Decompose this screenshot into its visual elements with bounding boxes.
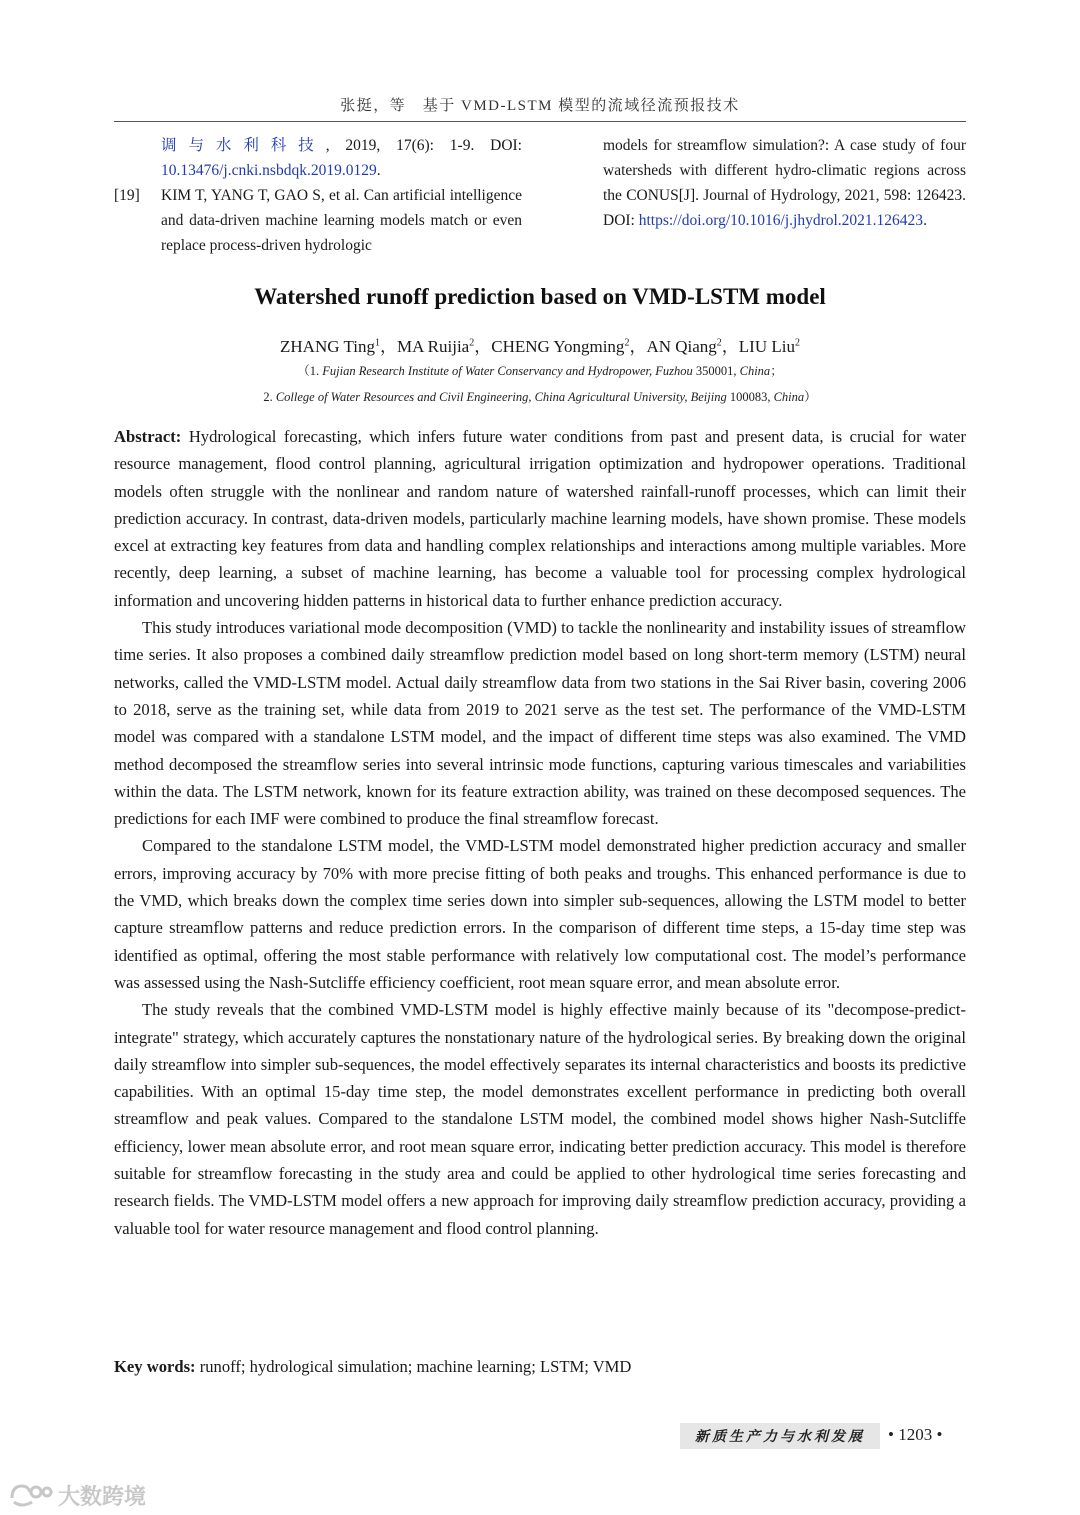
author-name: CHENG Yongming [491, 337, 625, 356]
footer-journal-bar: 新质生产力与水利发展 [680, 1423, 880, 1449]
paper-title: Watershed runoff prediction based on VMD-LSTM model [254, 284, 826, 309]
affiliation-org: Fujian Research Institute of Water Conservancy and Hydropower, Fuzhou [322, 364, 693, 378]
reference-number: [19] [114, 187, 140, 204]
watermark-text: 大数跨境 [58, 1484, 147, 1510]
reference-journal-link[interactable]: 调与水利科技 [161, 137, 326, 154]
header-rule [114, 121, 966, 122]
affiliation-suffix: ； [770, 364, 783, 378]
abstract-section [114, 423, 966, 1242]
author-affiliation-mark: 2 [469, 337, 475, 349]
reference-item [114, 133, 522, 183]
page-number: • 1203 • [888, 1425, 943, 1444]
author-separator: ， [474, 337, 492, 356]
affiliation-postcode: 100083, [726, 390, 774, 404]
author-affiliation-mark: 2 [716, 337, 722, 349]
references-left-column [114, 133, 522, 258]
keywords-text: runoff; hydrological simulation; machine learning; LSTM; VMD [199, 1357, 632, 1376]
reference-text-part: . [923, 212, 927, 229]
affiliation-1 [0, 361, 1080, 379]
reference-item [603, 133, 966, 233]
affiliation-country: China [739, 364, 771, 378]
abstract-paragraph: Compared to the standalone LSTM model, the VMD-LSTM model demonstrated higher prediction accuracy and smaller errors, improving accuracy by 70% with more precise fitting of both peaks and troughs. This enhanced performance is due to the VMD, which breaks down the complex time series down into simpler sub-sequences, allowing the LSTM model to better capture streamflow patterns and reduce prediction errors. In the comparison of different time steps, a 15-day time step was identified as optimal, offering the most stable performance with relatively low computational cost. The model’s performance was assessed using the Nash-Sutcliffe efficiency coefficient, root mean square error, and mean absolute error. [114, 836, 966, 992]
references-right-column [603, 133, 966, 233]
abstract-paragraph: This study introduces variational mode decomposition (VMD) to tackle the nonlinearity and instability issues of streamflow time series. It also proposes a combined daily streamflow prediction model based on long short-term memory (LSTM) neural networks, called the VMD-LSTM model. Actual daily streamflow data from two stations in the Sai River basin, covering 2006 to 2018, serve as the training set, while data from 2019 to 2021 serve as the test set. The performance of the VMD-LSTM model was compared with a standalone LSTM model, and the impact of different time steps was also examined. The VMD method decomposed the streamflow series into several intrinsic mode functions, capturing various timescales and variabilities within the data. The LSTM network, known for its feature extraction ability, was trained on these decomposed sequences. The predictions for each IMF were combined to produce the final streamflow forecast. [114, 618, 966, 829]
affiliation-postcode: 350001, [692, 364, 740, 378]
keywords-label: Key words: [114, 1357, 196, 1376]
author-name: AN Qiang [646, 337, 717, 356]
affiliation-prefix: 2. [263, 390, 276, 404]
reference-text: KIM T, YANG T, GAO S, et al. Can artificial intelligence and data-driven machine learning models match or even replace process-driven hydrologic [161, 187, 522, 254]
affiliation-prefix: （1. [297, 364, 323, 378]
author-affiliation-mark: 2 [624, 337, 630, 349]
author-affiliation-mark: 2 [794, 337, 800, 349]
author-list [0, 332, 1080, 357]
author-name: LIU Liu [738, 337, 795, 356]
reference-text-part: , 2019, 17(6): 1-9. DOI: [325, 137, 522, 154]
abstract-paragraph: The study reveals that the combined VMD-LSTM model is highly effective mainly because of its "decompose-predict-integrate" strategy, which accurately captures the nonstationary nature of the hydrological series. By breaking down the original daily streamflow into simpler sub-sequences, the model effectively separates its internal characteristics and boosts its predictive capabilities. With an optimal 15-day time step, the model demonstrates excellent performance in predicting both overall streamflow and peak values. Compared to the standalone LSTM model, the combined model shows higher Nash-Sutcliffe efficiency, lower mean absolute error, and root mean square error, indicating better prediction accuracy. This model is therefore suitable for streamflow forecasting in the study area and could be applied to other hydrological time series forecasting and research fields. The VMD-LSTM model offers a new approach for improving daily streamflow prediction accuracy, providing a valuable tool for water resource management and flood control planning. [114, 1000, 966, 1238]
reference-doi-link[interactable]: 10.13476/j.cnki.nsbdqk.2019.0129 [161, 162, 377, 179]
affiliation-suffix: ） [804, 390, 817, 404]
author-name: MA Ruijia [396, 337, 470, 356]
reference-doi-link[interactable]: https://doi.org/10.1016/j.jhydrol.2021.126423 [638, 212, 924, 229]
watermark-logo-icon [8, 1480, 54, 1510]
reference-text-part: . [376, 162, 381, 179]
abstract-label: Abstract: [114, 427, 182, 446]
author-name: ZHANG Ting [280, 337, 375, 356]
reference-text [161, 137, 522, 179]
reference-text-part: models for streamflow simulation?: A case study of four watersheds with different hydro-climatic regions across the CONUS[J]. Journal of Hydrology, 2021, 598: 126423. DOI: [603, 137, 966, 229]
author-separator: ， [629, 337, 647, 356]
affiliation-org: College of Water Resources and Civil Engineering, China Agricultural University, Beijing [275, 390, 727, 404]
author-separator: ， [379, 337, 397, 356]
author-separator: ， [721, 337, 739, 356]
affiliation-2 [0, 387, 1080, 405]
reference-item [114, 183, 522, 258]
running-header: 张挺，等 基于 VMD-LSTM 模型的流域径流预报技术 [340, 98, 740, 114]
abstract-paragraph-text: Hydrological forecasting, which infers future water conditions from past and present data, is crucial for water resource management, flood control planning, agricultural irrigation optimization and hydropower operations. Traditional models often struggle with the nonlinear and random nature of watershed rainfall-runoff processes, which can limit their prediction accuracy. In contrast, data-driven models, particularly machine learning models, have shown promise. These models excel at extracting key features from data and handling complex relationships and interactions among multiple variables. More recently, deep learning, a subset of machine learning, has become a valuable tool for processing complex hydrological information and uncovering hidden patterns in historical data to further enhance prediction accuracy. [114, 427, 966, 610]
keywords-line [114, 1357, 966, 1377]
watermark [8, 1478, 146, 1512]
author-affiliation-mark: 1 [374, 337, 380, 349]
abstract-paragraph [114, 423, 966, 614]
affiliation-country: China [773, 390, 805, 404]
